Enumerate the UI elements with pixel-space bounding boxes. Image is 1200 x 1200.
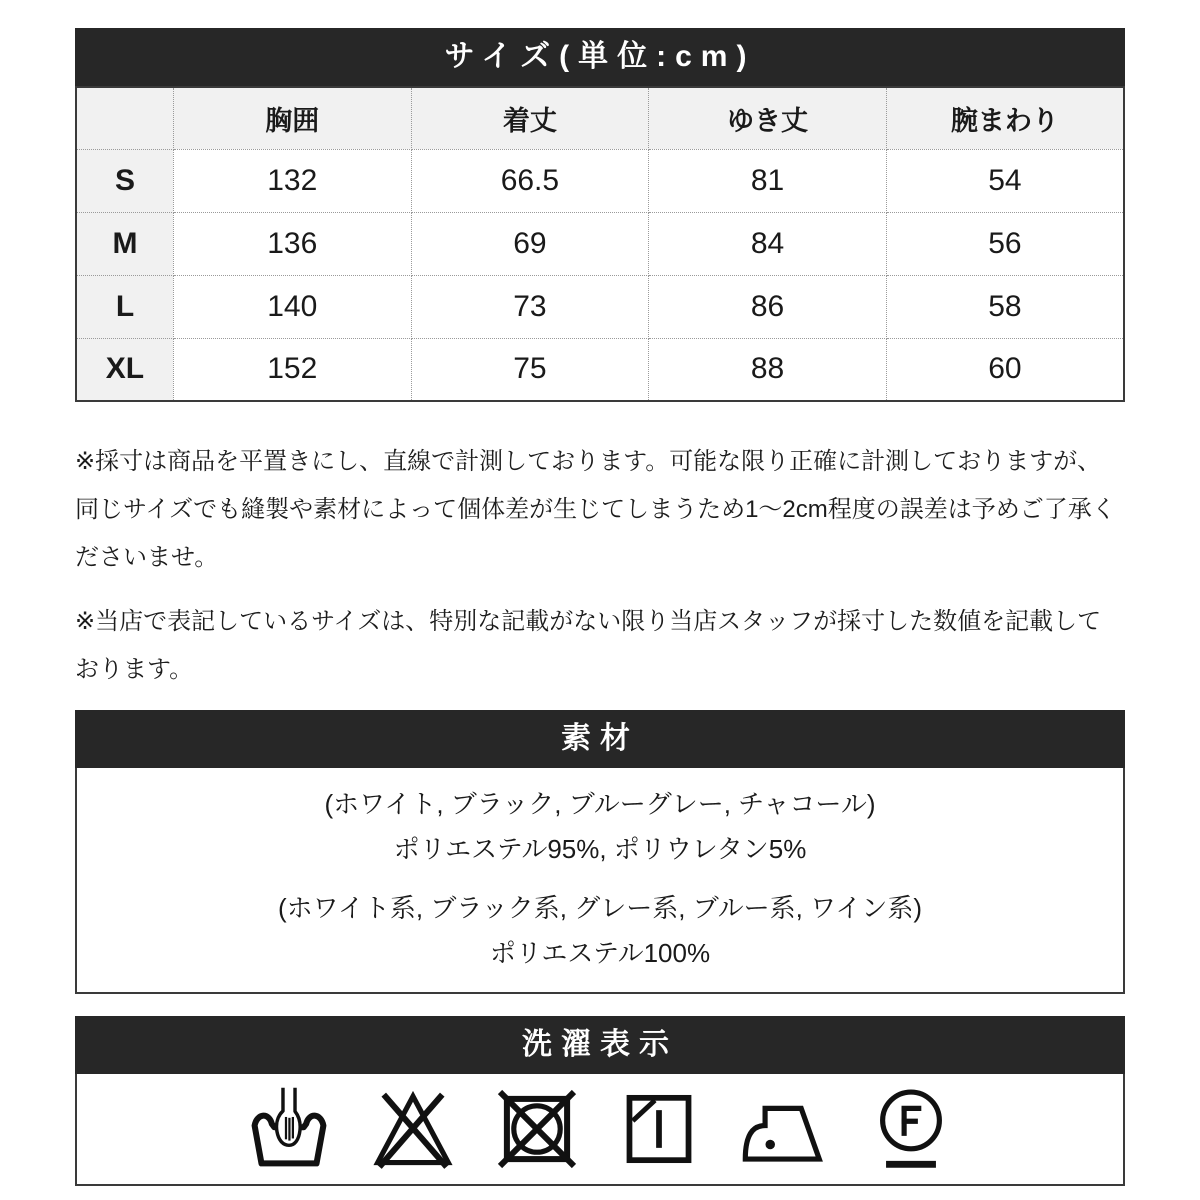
- value-cell: 81: [649, 149, 887, 212]
- value-cell: 132: [173, 149, 411, 212]
- material-group-2: [77, 886, 1123, 976]
- do-not-bleach-icon: [370, 1086, 456, 1172]
- note-staff-measured: ※当店で表記しているサイズは、特別な記載がない限り当店スタッフが採寸した数値を記載しております。: [75, 608, 1102, 683]
- table-row-m: [76, 212, 1124, 275]
- column-header-length: 着丈: [411, 87, 649, 149]
- material-colors: (ホワイト, ブラック, ブルーグレー, チャコール): [324, 789, 876, 819]
- value-cell: 152: [173, 338, 411, 401]
- size-section: [75, 28, 1125, 402]
- corner-cell: [76, 87, 173, 149]
- column-header-sleeve: ゆき丈: [649, 87, 887, 149]
- material-group-1: [77, 782, 1123, 872]
- table-row-xl: [76, 338, 1124, 401]
- size-label: M: [76, 212, 173, 275]
- column-header-chest: 胸囲: [173, 87, 411, 149]
- material-colors: (ホワイト系, ブラック系, グレー系, ブルー系, ワイン系): [278, 893, 922, 923]
- hand-wash-icon: [246, 1086, 332, 1172]
- note-measurement-tolerance: ※採寸は商品を平置きにし、直線で計測しております。可能な限り正確に計測しておりますが、同じサイズでも縫製や素材によって個体差が生じてしまうため1〜2cm程度の誤差は予めご了承くださいませ。: [75, 448, 1116, 571]
- material-composition: ポリエステル100%: [489, 938, 711, 968]
- value-cell: 54: [886, 149, 1124, 212]
- value-cell: 84: [649, 212, 887, 275]
- size-label: S: [76, 149, 173, 212]
- dry-clean-petroleum-gentle-icon: [868, 1086, 954, 1172]
- size-table-header-row: [76, 87, 1124, 149]
- table-row-l: [76, 275, 1124, 338]
- size-section-header: [75, 28, 1125, 86]
- size-section-title: サイズ(単位:cm): [444, 40, 756, 73]
- value-cell: 75: [411, 338, 649, 401]
- value-cell: 73: [411, 275, 649, 338]
- washing-section: [75, 1016, 1125, 1186]
- size-label: XL: [76, 338, 173, 401]
- washing-section-title: 洗濯表示: [522, 1028, 678, 1061]
- material-content: [75, 768, 1125, 994]
- value-cell: 88: [649, 338, 887, 401]
- value-cell: 86: [649, 275, 887, 338]
- size-label: L: [76, 275, 173, 338]
- table-row-s: [76, 149, 1124, 212]
- material-section: [75, 710, 1125, 994]
- value-cell: 60: [886, 338, 1124, 401]
- laundry-icons-row: [75, 1074, 1125, 1186]
- line-dry-in-shade-icon: [618, 1086, 700, 1172]
- material-composition: ポリエステル95%, ポリウレタン5%: [393, 834, 807, 864]
- size-chart-page: [75, 0, 1125, 1186]
- washing-section-header: [75, 1016, 1125, 1074]
- measurement-notes: [75, 438, 1125, 694]
- value-cell: 56: [886, 212, 1124, 275]
- value-cell: 69: [411, 212, 649, 275]
- do-not-tumble-dry-icon: [494, 1086, 580, 1172]
- iron-low-heat-icon: [738, 1086, 830, 1172]
- column-header-arm: 腕まわり: [886, 87, 1124, 149]
- material-section-title: 素材: [561, 722, 639, 755]
- value-cell: 140: [173, 275, 411, 338]
- value-cell: 66.5: [411, 149, 649, 212]
- value-cell: 136: [173, 212, 411, 275]
- size-table: [75, 86, 1125, 402]
- value-cell: 58: [886, 275, 1124, 338]
- material-section-header: [75, 710, 1125, 768]
